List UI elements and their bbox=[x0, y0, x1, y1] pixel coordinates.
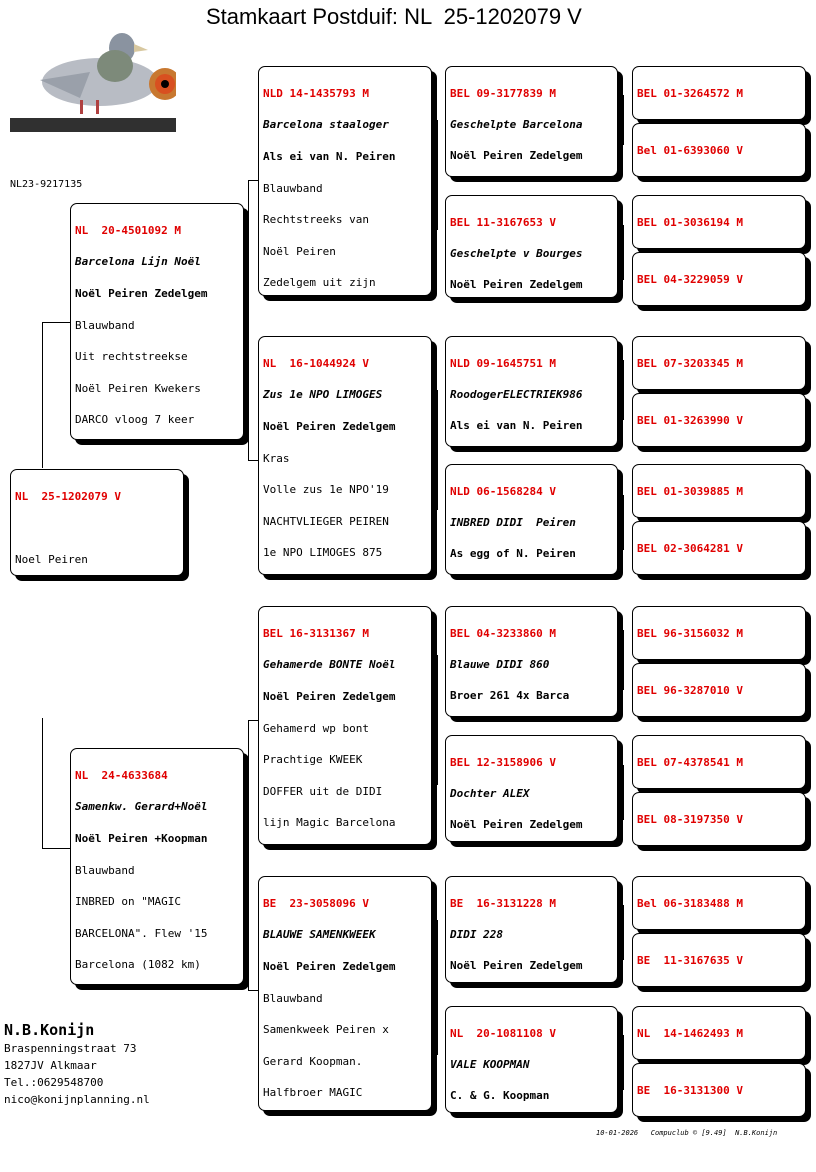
pigeon-card-subject[interactable] bbox=[10, 469, 184, 576]
pigeon-name bbox=[637, 444, 801, 448]
ring-number: BEL 16-3131367 M bbox=[263, 626, 369, 640]
ring-number: NLD 09-1645751 M bbox=[450, 356, 556, 370]
registration-number: NL23-9217135 bbox=[10, 179, 83, 190]
info-line: Gerard Koopman. bbox=[263, 1054, 363, 1068]
ring-number: BEL 01-3264572 M bbox=[637, 86, 743, 100]
pigeon-name: Geschelpte Barcelona bbox=[450, 117, 583, 131]
ring-number: BEL 04-3233860 M bbox=[450, 626, 556, 640]
pigeon-name bbox=[637, 303, 801, 307]
pigeon-name: INBRED DIDI Peiren bbox=[450, 515, 576, 529]
pigeon-card-sire[interactable] bbox=[70, 203, 244, 440]
ring-number: BEL 04-3229059 V bbox=[637, 272, 743, 286]
pigeon-card-gen5[interactable] bbox=[632, 393, 806, 447]
breeder: Noël Peiren Zedelgem bbox=[450, 277, 583, 291]
breeder: Als ei van N. Peiren bbox=[263, 149, 396, 163]
pigeon-card-gen4[interactable] bbox=[445, 735, 618, 842]
ring-number: BE 16-3131228 M bbox=[450, 896, 556, 910]
pigeon-card-gen3[interactable] bbox=[258, 606, 432, 845]
info-line: Halfbroer MAGIC bbox=[263, 1086, 363, 1100]
breeder: Noël Peiren Zedelgem bbox=[263, 959, 396, 973]
pigeon-card-gen5[interactable] bbox=[632, 933, 806, 987]
owner-street: Braspenningstraat 73 bbox=[4, 1042, 137, 1055]
pigeon-card-dam[interactable] bbox=[70, 748, 244, 985]
info-line: Rechtstreeks van bbox=[263, 213, 369, 227]
pigeon-name: Samenkw. Gerard+Noël bbox=[75, 800, 208, 814]
footer: 10-01-2026 Compuclub © [9.49] N.B.Konijn bbox=[596, 1129, 778, 1137]
breeder: As egg of N. Peiren bbox=[450, 546, 576, 560]
ring-number: BE 23-3058096 V bbox=[263, 896, 369, 910]
ring-number: BEL 96-3156032 M bbox=[637, 626, 743, 640]
breeder: Als ei van N. Peiren bbox=[450, 418, 583, 432]
pigeon-card-gen5[interactable] bbox=[632, 663, 806, 717]
pigeon-card-gen5[interactable] bbox=[632, 464, 806, 518]
pigeon-card-gen4[interactable] bbox=[445, 66, 618, 177]
pigeon-name bbox=[637, 174, 801, 178]
ring-number: NLD 06-1568284 V bbox=[450, 484, 556, 498]
pigeon-card-gen5[interactable] bbox=[632, 521, 806, 575]
ring-number: NLD 14-1435793 M bbox=[263, 86, 369, 100]
owner-city: 1827JV Alkmaar bbox=[4, 1059, 97, 1072]
pigeon-card-gen4[interactable] bbox=[445, 195, 618, 298]
pigeon-card-gen4[interactable] bbox=[445, 464, 618, 575]
ring-number: NL 16-1044924 V bbox=[263, 356, 369, 370]
pigeon-name: Zus 1e NPO LIMOGES bbox=[263, 388, 383, 402]
ring-number: BEL 11-3167653 V bbox=[450, 215, 556, 229]
breeder: Noël Peiren Zedelgem bbox=[450, 958, 583, 972]
pigeon-name: Gehamerde BONTE Noël bbox=[263, 658, 396, 672]
ring-number: NL 14-1462493 M bbox=[637, 1026, 743, 1040]
pigeon-card-gen5[interactable] bbox=[632, 123, 806, 177]
pigeon-name bbox=[637, 843, 801, 847]
pigeon-icon bbox=[10, 14, 176, 134]
pigeon-name: DIDI 228 bbox=[450, 927, 503, 941]
ring-number: BEL 01-3039885 M bbox=[637, 484, 743, 498]
ring-number: BEL 07-4378541 M bbox=[637, 755, 743, 769]
info-line: Blauwband bbox=[75, 863, 135, 877]
breeder: Broer 261 4x Barca bbox=[450, 688, 570, 702]
info-line: NACHTVLIEGER PEIREN bbox=[263, 514, 389, 528]
ring-number: BEL 01-3263990 V bbox=[637, 413, 743, 427]
pigeon-name bbox=[637, 657, 801, 661]
ring-number: Bel 01-6393060 V bbox=[637, 143, 743, 157]
info-line: Kras bbox=[263, 451, 290, 465]
info-line: Volle zus 1e NPO'19 bbox=[263, 483, 389, 497]
info-line: Uit rechtstreekse bbox=[75, 350, 188, 364]
ring-number: BEL 01-3036194 M bbox=[637, 215, 743, 229]
pigeon-logo bbox=[10, 14, 176, 134]
pigeon-card-gen3[interactable] bbox=[258, 876, 432, 1111]
info-line: DARCO vloog 7 keer bbox=[75, 413, 195, 427]
ring-number: BEL 09-3177839 M bbox=[450, 86, 556, 100]
info-line: lijn Magic Barcelona bbox=[263, 816, 396, 830]
pigeon-card-gen3[interactable] bbox=[258, 66, 432, 296]
info-line: DOFFER uit de DIDI bbox=[263, 784, 383, 798]
info-line: Noel Peiren bbox=[15, 552, 88, 566]
pigeon-name bbox=[637, 714, 801, 718]
owner-address bbox=[4, 1020, 150, 1108]
info-line: Blauwband bbox=[263, 181, 323, 195]
pigeon-card-gen5[interactable] bbox=[632, 336, 806, 390]
ring-number: BE 16-3131300 V bbox=[637, 1083, 743, 1097]
ring-number: NL 20-4501092 M bbox=[75, 223, 181, 237]
pigeon-card-gen5[interactable] bbox=[632, 792, 806, 846]
ring-number: BEL 02-3064281 V bbox=[637, 541, 743, 555]
ring-number: NL 24-4633684 bbox=[75, 768, 168, 782]
pigeon-card-gen5[interactable] bbox=[632, 1063, 806, 1117]
breeder: Noël Peiren +Koopman bbox=[75, 831, 208, 845]
info-line: Prachtige KWEEK bbox=[263, 753, 363, 767]
pigeon-card-gen5[interactable] bbox=[632, 1006, 806, 1060]
pigeon-card-gen4[interactable] bbox=[445, 336, 618, 447]
logo-bar bbox=[10, 118, 176, 132]
pigeon-name: Dochter ALEX bbox=[450, 786, 530, 800]
breeder: C. & G. Koopman bbox=[450, 1088, 550, 1102]
pigeon-name bbox=[637, 515, 801, 519]
pigeon-name: Geschelpte v Bourges bbox=[450, 246, 583, 260]
breeder: Noël Peiren Zedelgem bbox=[75, 286, 208, 300]
pigeon-name bbox=[637, 927, 801, 931]
page-title: Stamkaart Postduif: NL 25-1202079 V bbox=[206, 4, 582, 29]
info-line: Noël Peiren Kwekers bbox=[75, 381, 201, 395]
pigeon-name: Blauwe DIDI 860 bbox=[450, 657, 550, 671]
pigeon-name bbox=[637, 1057, 801, 1061]
owner-phone: Tel.:0629548700 bbox=[4, 1076, 104, 1089]
breeder: Noël Peiren Zedelgem bbox=[450, 148, 583, 162]
pigeon-name: Barcelona staaloger bbox=[263, 118, 389, 132]
info-line: BARCELONA". Flew '15 bbox=[75, 926, 208, 940]
ring-number: NL 25-1202079 V bbox=[15, 489, 121, 503]
breeder: Noël Peiren Zedelgem bbox=[263, 689, 396, 703]
pigeon-name bbox=[637, 387, 801, 391]
ring-number: NL 20-1081108 V bbox=[450, 1026, 556, 1040]
info-line: Samenkweek Peiren x bbox=[263, 1023, 389, 1037]
ring-number: BE 11-3167635 V bbox=[637, 953, 743, 967]
pigeon-name: Barcelona Lijn Noël bbox=[75, 255, 201, 269]
owner-name: N.B.Konijn bbox=[4, 1021, 95, 1039]
ring-number: BEL 96-3287010 V bbox=[637, 683, 743, 697]
pigeon-card-gen4[interactable] bbox=[445, 606, 618, 717]
pigeon-card-gen5[interactable] bbox=[632, 195, 806, 249]
pigeon-card-gen5[interactable] bbox=[632, 606, 806, 660]
info-line: Gehamerd wp bont bbox=[263, 721, 369, 735]
info-line: Blauwband bbox=[263, 991, 323, 1005]
pigeon-card-gen5[interactable] bbox=[632, 876, 806, 930]
pigeon-name bbox=[637, 984, 801, 988]
info-line: Blauwband bbox=[75, 318, 135, 332]
ring-number: BEL 08-3197350 V bbox=[637, 812, 743, 826]
pigeon-card-gen5[interactable] bbox=[632, 252, 806, 306]
info-line: Noël Peiren bbox=[263, 244, 336, 258]
pigeon-name bbox=[637, 246, 801, 250]
pigeon-card-gen5[interactable] bbox=[632, 735, 806, 789]
breeder: Noël Peiren Zedelgem bbox=[450, 817, 583, 831]
ring-number: BEL 12-3158906 V bbox=[450, 755, 556, 769]
pigeon-card-gen3[interactable] bbox=[258, 336, 432, 575]
pigeon-name bbox=[637, 572, 801, 576]
ring-number: Bel 06-3183488 M bbox=[637, 896, 743, 910]
info-line: Barcelona (1082 km) bbox=[75, 958, 201, 972]
pigeon-name bbox=[637, 117, 801, 121]
ring-number: BEL 07-3203345 M bbox=[637, 356, 743, 370]
info-line: Zedelgem uit zijn bbox=[263, 276, 376, 290]
pigeon-name: VALE KOOPMAN bbox=[450, 1057, 530, 1071]
info-line: 1e NPO LIMOGES 875 bbox=[263, 546, 383, 560]
pigeon-card-gen4[interactable] bbox=[445, 876, 618, 983]
pigeon-name bbox=[15, 520, 179, 536]
pigeon-name bbox=[637, 786, 801, 790]
pigeon-card-gen5[interactable] bbox=[632, 66, 806, 120]
owner-email: nico@konijnplanning.nl bbox=[4, 1093, 150, 1106]
pigeon-name bbox=[637, 1114, 801, 1118]
pigeon-card-gen4[interactable] bbox=[445, 1006, 618, 1113]
pigeon-name: RoodogerELECTRIEK986 bbox=[450, 387, 583, 401]
pigeon-name: BLAUWE SAMENKWEEK bbox=[263, 928, 376, 942]
breeder: Noël Peiren Zedelgem bbox=[263, 419, 396, 433]
info-line: INBRED on "MAGIC bbox=[75, 895, 181, 909]
